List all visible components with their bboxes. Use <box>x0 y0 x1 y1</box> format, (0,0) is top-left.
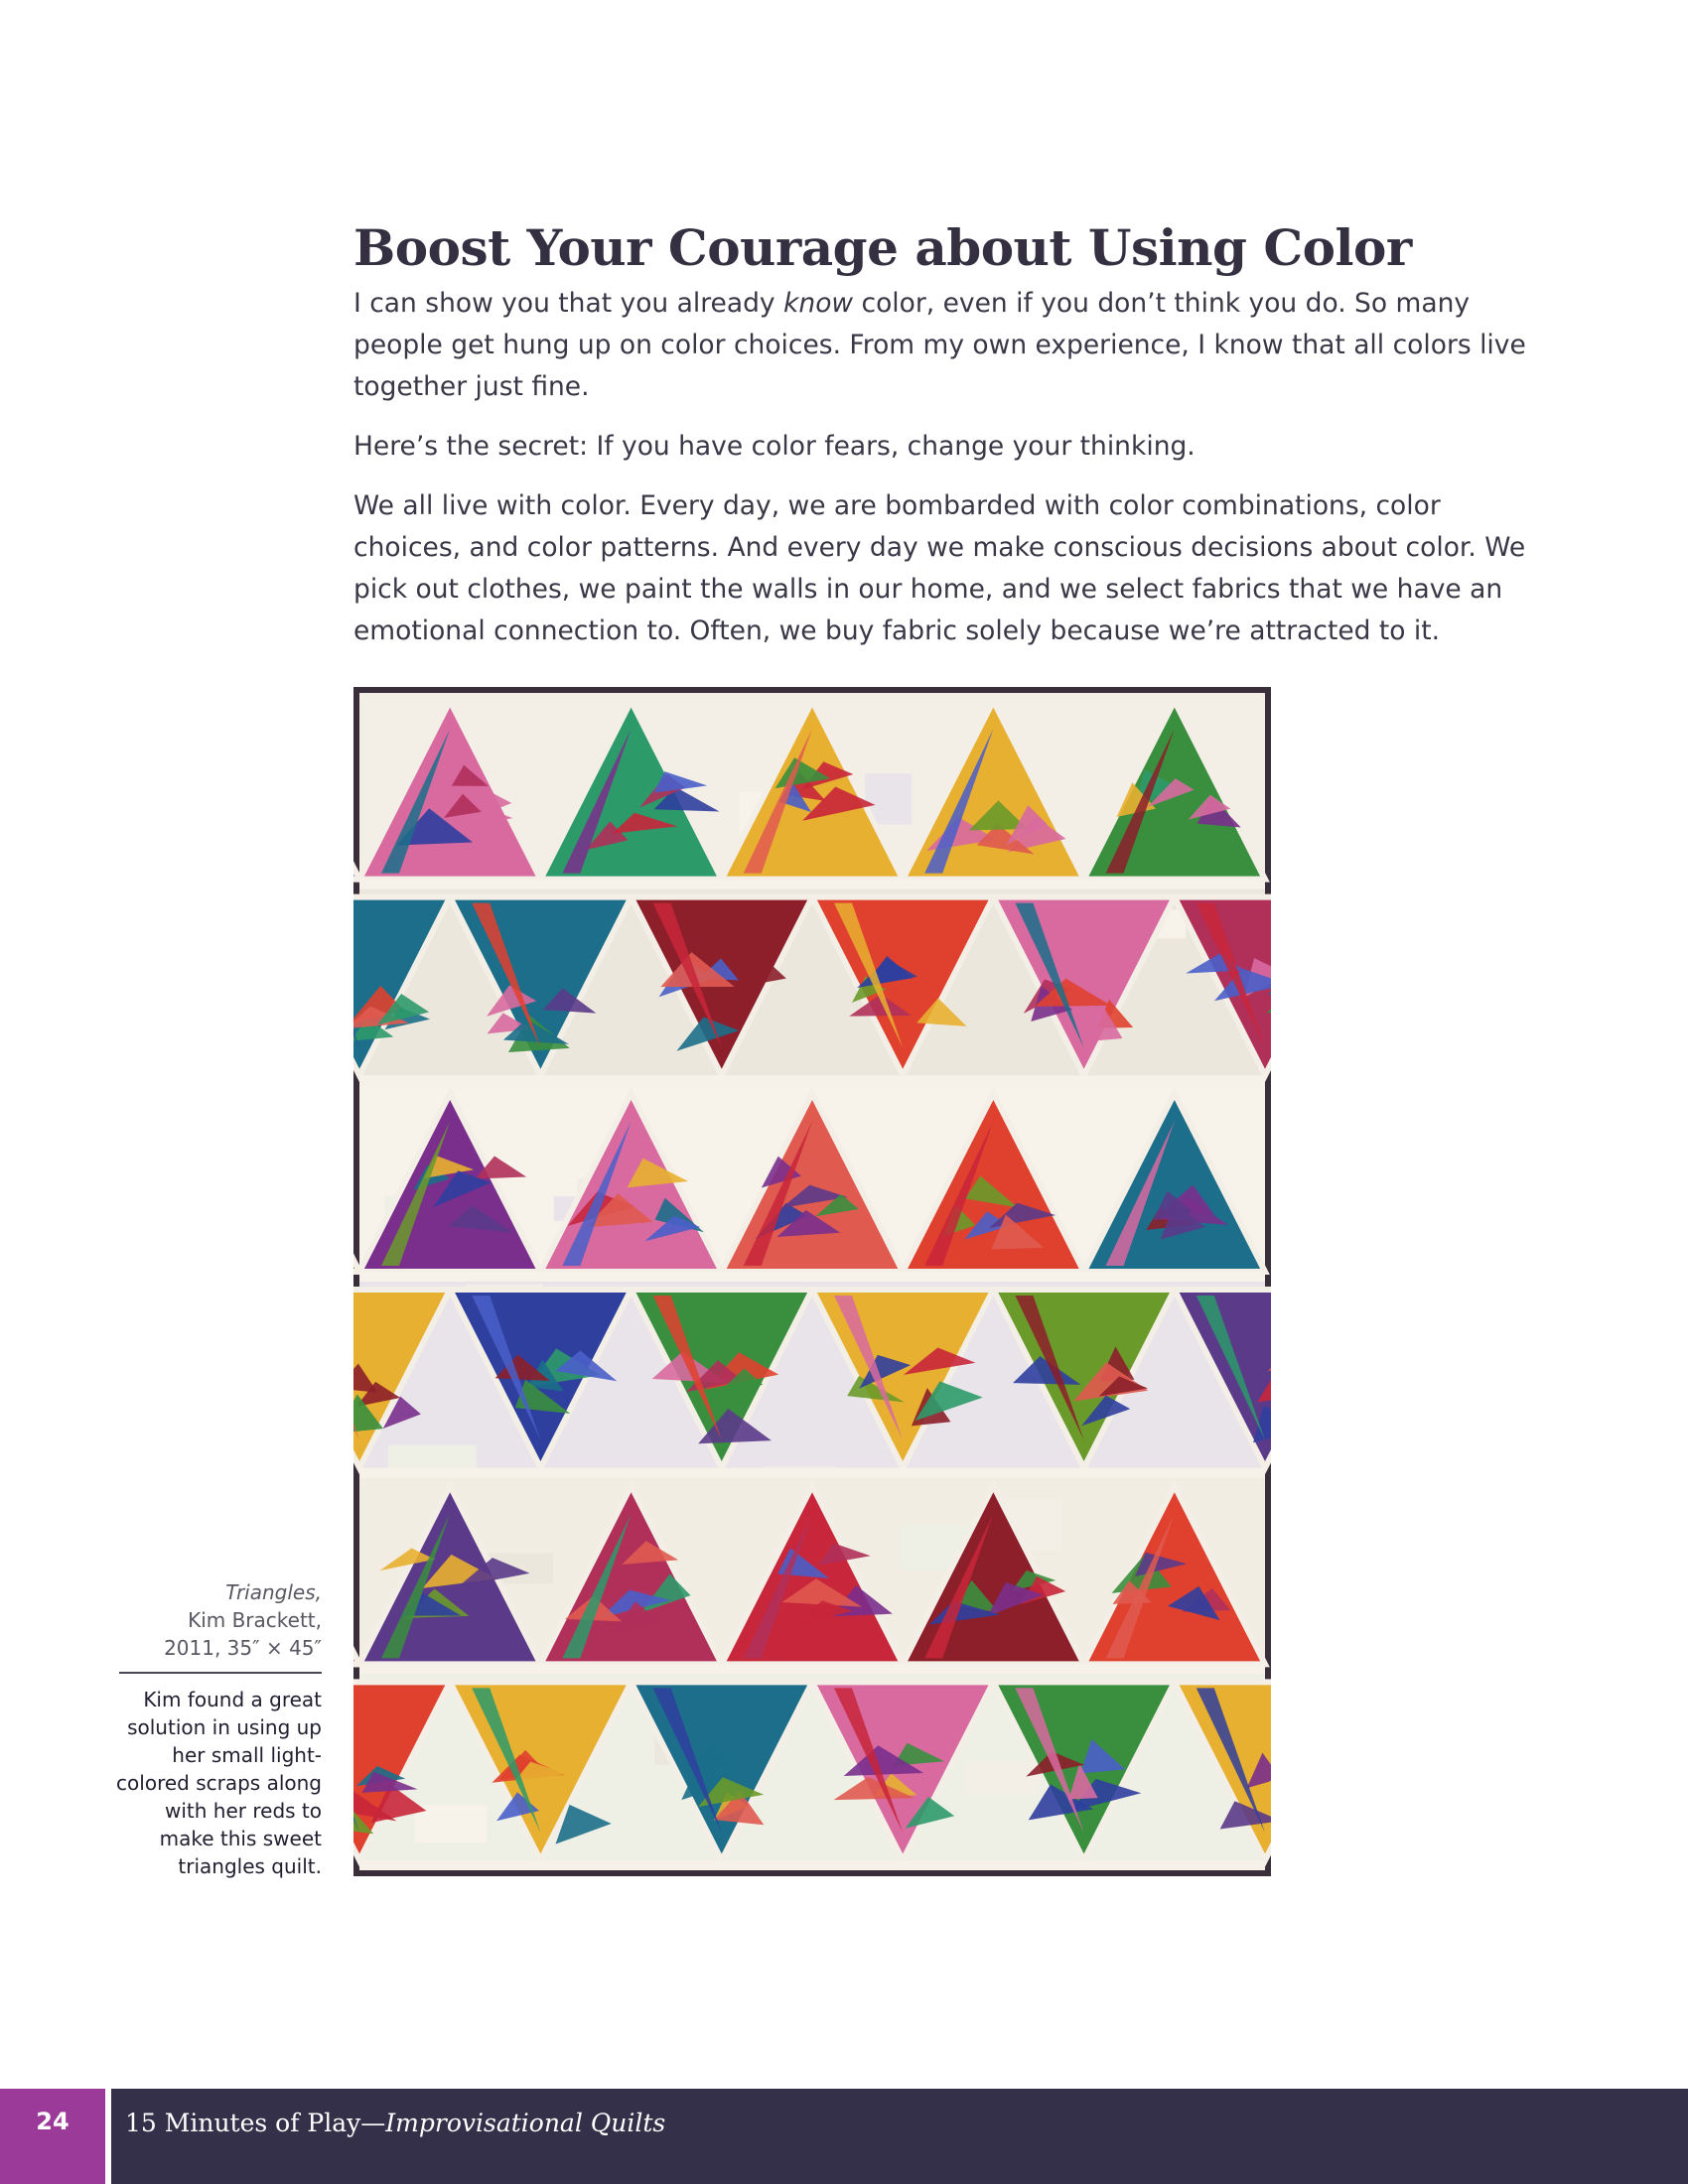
caption-description: Kim found a great solution in using up her small light-colored scraps along with her reds to make this sweet triangles quilt. <box>116 1688 322 1878</box>
paragraph-1-end: color, even if you don’t think you do. So many people get hung up on color choices. From my own experience, I know that all colors live together just fine. <box>353 288 1526 402</box>
footer-divider <box>105 2089 111 2184</box>
caption-divider <box>119 1672 322 1674</box>
page-footer <box>0 2089 1688 2184</box>
running-title <box>125 2109 665 2138</box>
caption-year-size: 2011, 35″ × 45″ <box>164 1636 322 1660</box>
caption-maker: Kim Brackett, <box>188 1608 322 1632</box>
paragraph-1-start: I can show you that you already <box>353 288 784 319</box>
paragraph-3: We all live with color. Every day, we are bombarded with color combinations, color choices, and color patterns. And every day we make conscious decisions about color. We pick out clothes, we paint the walls in our home, and we select fabrics that we have an emotional connection to. Often, we buy fabric solely because we’re attracted to it. <box>353 490 1526 646</box>
page-number: 24 <box>0 2089 105 2184</box>
running-title-main: 15 Minutes of Play— <box>125 2109 386 2137</box>
quilt-photo <box>353 687 1271 1876</box>
page-heading: Boost Your Courage about Using Color <box>353 218 1412 277</box>
caption-title <box>109 1578 322 1662</box>
body-text <box>353 283 1535 670</box>
running-title-subtitle: Improvisational Quilts <box>385 2109 666 2137</box>
caption-quilt-name: Triangles, <box>225 1580 322 1604</box>
paragraph-1 <box>353 283 1535 408</box>
paragraph-2: Here’s the secret: If you have color fears, change your thinking. <box>353 431 1196 462</box>
paragraph-1-emphasis: know <box>783 288 854 319</box>
quilt-triangles-image <box>353 687 1271 1876</box>
